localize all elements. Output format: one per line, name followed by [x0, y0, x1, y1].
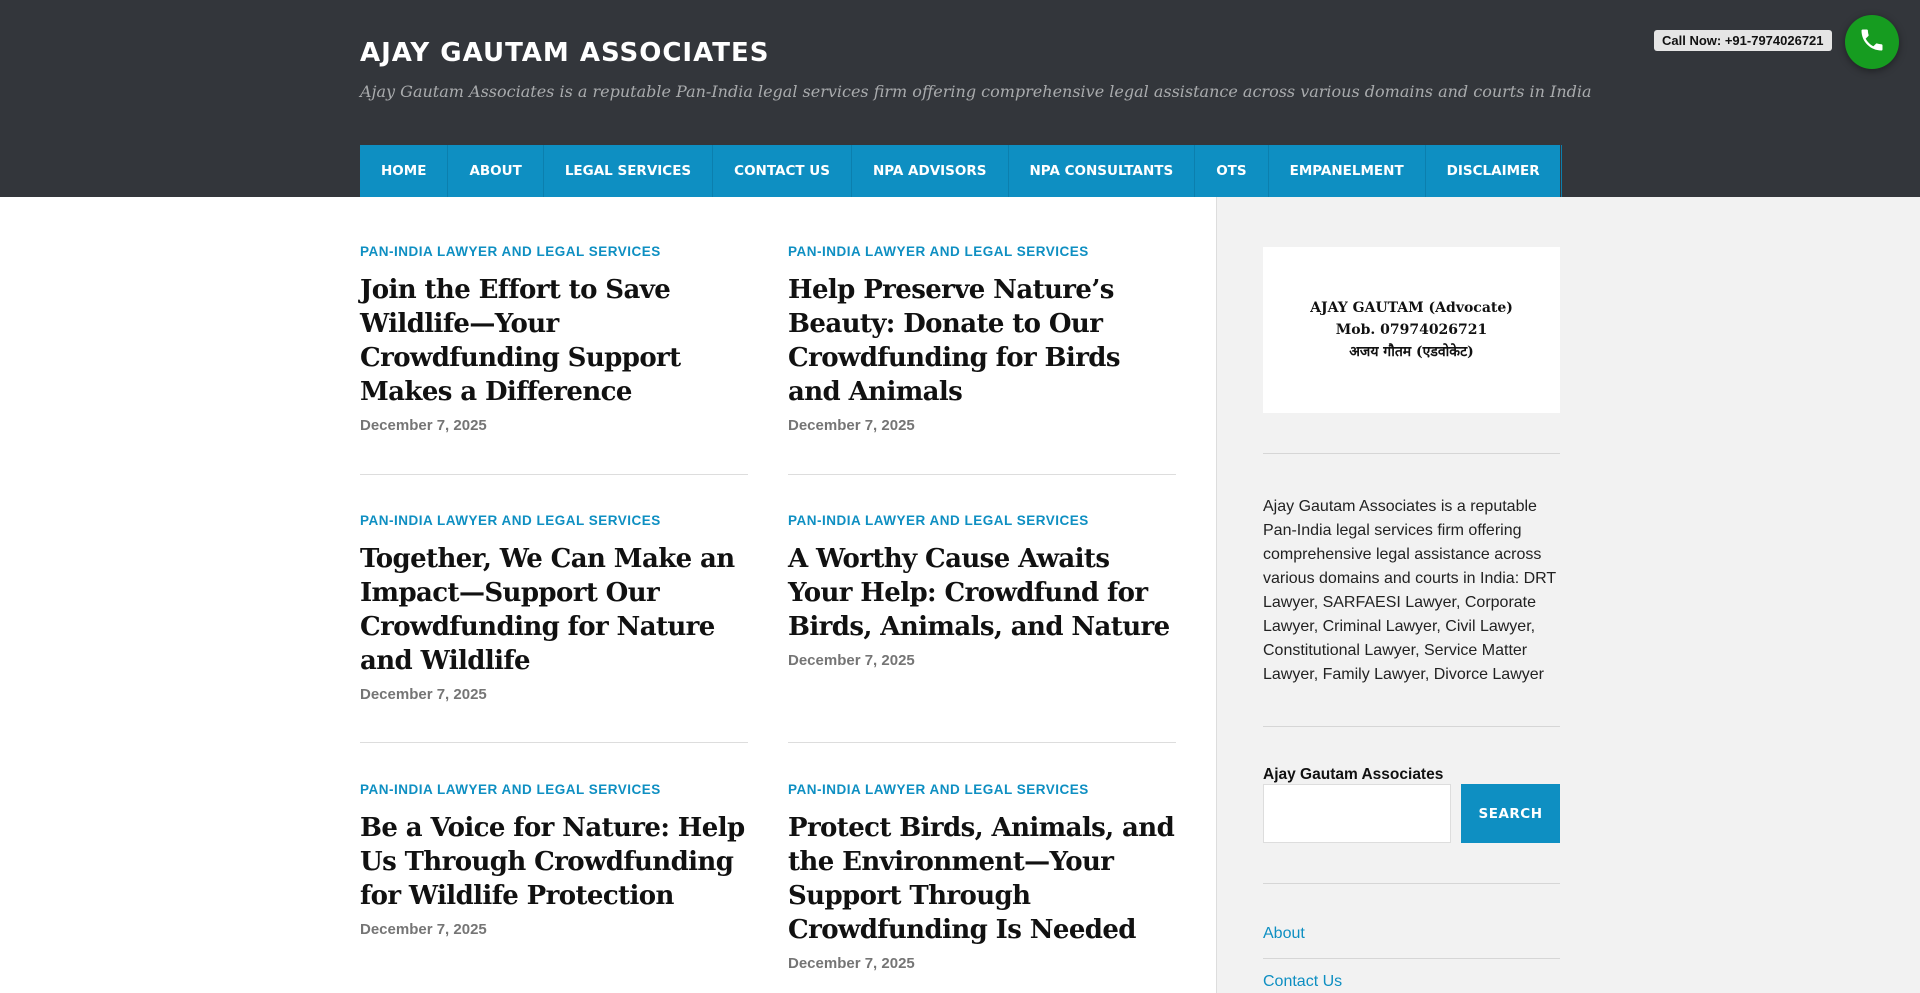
search-input[interactable] [1263, 784, 1451, 843]
post-date[interactable]: December 7, 2025 [788, 955, 915, 972]
post-category[interactable]: PAN-INDIA LAWYER AND LEGAL SERVICES [788, 782, 1089, 797]
nav-item-about[interactable]: ABOUT [448, 145, 543, 197]
advocate-name-hindi: अजय गौतम (एडवोकेट) [1349, 344, 1474, 360]
nav-item-legal-services[interactable]: LEGAL SERVICES [544, 145, 713, 197]
post-title[interactable]: Together, We Can Make an Impact—Support Our Crowdfunding for Nature and Wildlife [360, 544, 735, 676]
post-title[interactable]: Join the Effort to Save Wildlife—Your Crowdfunding Support Makes a Difference [360, 275, 681, 407]
nav-item-ots[interactable]: OTS [1195, 145, 1268, 197]
post-divider [788, 474, 1176, 475]
post-card [788, 782, 1176, 972]
widget-divider [1263, 726, 1560, 727]
post-card [360, 244, 748, 434]
post-title[interactable]: A Worthy Cause Awaits Your Help: Crowdfund for Birds, Animals, and Nature [788, 544, 1170, 642]
nav-item-empanelment[interactable]: EMPANELMENT [1269, 145, 1426, 197]
widget-divider [1263, 453, 1560, 454]
post-date[interactable]: December 7, 2025 [360, 921, 487, 938]
post-card [788, 244, 1176, 434]
phone-icon [1858, 26, 1886, 59]
post-card [788, 513, 1176, 669]
post-date[interactable]: December 7, 2025 [788, 652, 915, 669]
post-card [360, 782, 748, 938]
about-text: Ajay Gautam Associates is a reputable Pan-India legal services firm offering comprehensive legal assistance across various domains and courts in India: DRT Lawyer, SARFAESI Lawyer, Corporate Lawyer, Criminal Lawyer, Civil Lawyer, Constitutional Lawyer, Service Matter Lawyer, Family Lawyer, Divorce Lawyer [1263, 498, 1556, 683]
sidebar-link-about[interactable]: About [1263, 925, 1305, 942]
post-category[interactable]: PAN-INDIA LAWYER AND LEGAL SERVICES [788, 244, 1089, 259]
sidebar-link-contact-us[interactable]: Contact Us [1263, 973, 1343, 990]
post-divider [788, 742, 1176, 743]
post-divider [360, 474, 748, 475]
post-divider [360, 742, 748, 743]
post-card [360, 513, 748, 703]
search-label: Ajay Gautam Associates [1263, 766, 1444, 783]
post-title[interactable]: Protect Birds, Animals, and the Environment—Your Support Through Crowdfunding Is Needed [788, 813, 1175, 945]
post-date[interactable]: December 7, 2025 [360, 686, 487, 703]
call-now-label[interactable]: Call Now: +91-7974026721 [1654, 30, 1832, 51]
post-title[interactable]: Be a Voice for Nature: Help Us Through Crowdfunding for Wildlife Protection [360, 813, 745, 911]
post-date[interactable]: December 7, 2025 [360, 417, 487, 434]
nav-item-npa-advisors[interactable]: NPA ADVISORS [852, 145, 1009, 197]
post-category[interactable]: PAN-INDIA LAWYER AND LEGAL SERVICES [360, 782, 661, 797]
nav-item-npa-consultants[interactable]: NPA CONSULTANTS [1009, 145, 1196, 197]
site-description: Ajay Gautam Associates is a reputable Pan-India legal services firm offering comprehensive legal assistance across various domains and courts in India [360, 82, 1592, 101]
site-title[interactable]: AJAY GAUTAM ASSOCIATES [360, 38, 770, 68]
nav-item-home[interactable]: HOME [360, 145, 448, 197]
advocate-card-image [1263, 247, 1560, 413]
post-date[interactable]: December 7, 2025 [788, 417, 915, 434]
post-title[interactable]: Help Preserve Nature’s Beauty: Donate to Our Crowdfunding for Birds and Animals [788, 275, 1120, 407]
post-category[interactable]: PAN-INDIA LAWYER AND LEGAL SERVICES [360, 244, 661, 259]
post-category[interactable]: PAN-INDIA LAWYER AND LEGAL SERVICES [788, 513, 1089, 528]
nav-item-disclaimer[interactable]: DISCLAIMER [1426, 145, 1562, 197]
search-button[interactable]: SEARCH [1461, 784, 1560, 843]
main-navigation [360, 145, 1560, 197]
widget-divider [1263, 958, 1560, 959]
call-button[interactable] [1845, 15, 1899, 69]
site-header [0, 0, 1920, 197]
advocate-mobile: Mob. 07974026721 [1335, 322, 1488, 338]
nav-item-contact-us[interactable]: CONTACT US [713, 145, 852, 197]
advocate-name: AJAY GAUTAM (Advocate) [1310, 300, 1513, 316]
post-category[interactable]: PAN-INDIA LAWYER AND LEGAL SERVICES [360, 513, 661, 528]
widget-divider [1263, 883, 1560, 884]
